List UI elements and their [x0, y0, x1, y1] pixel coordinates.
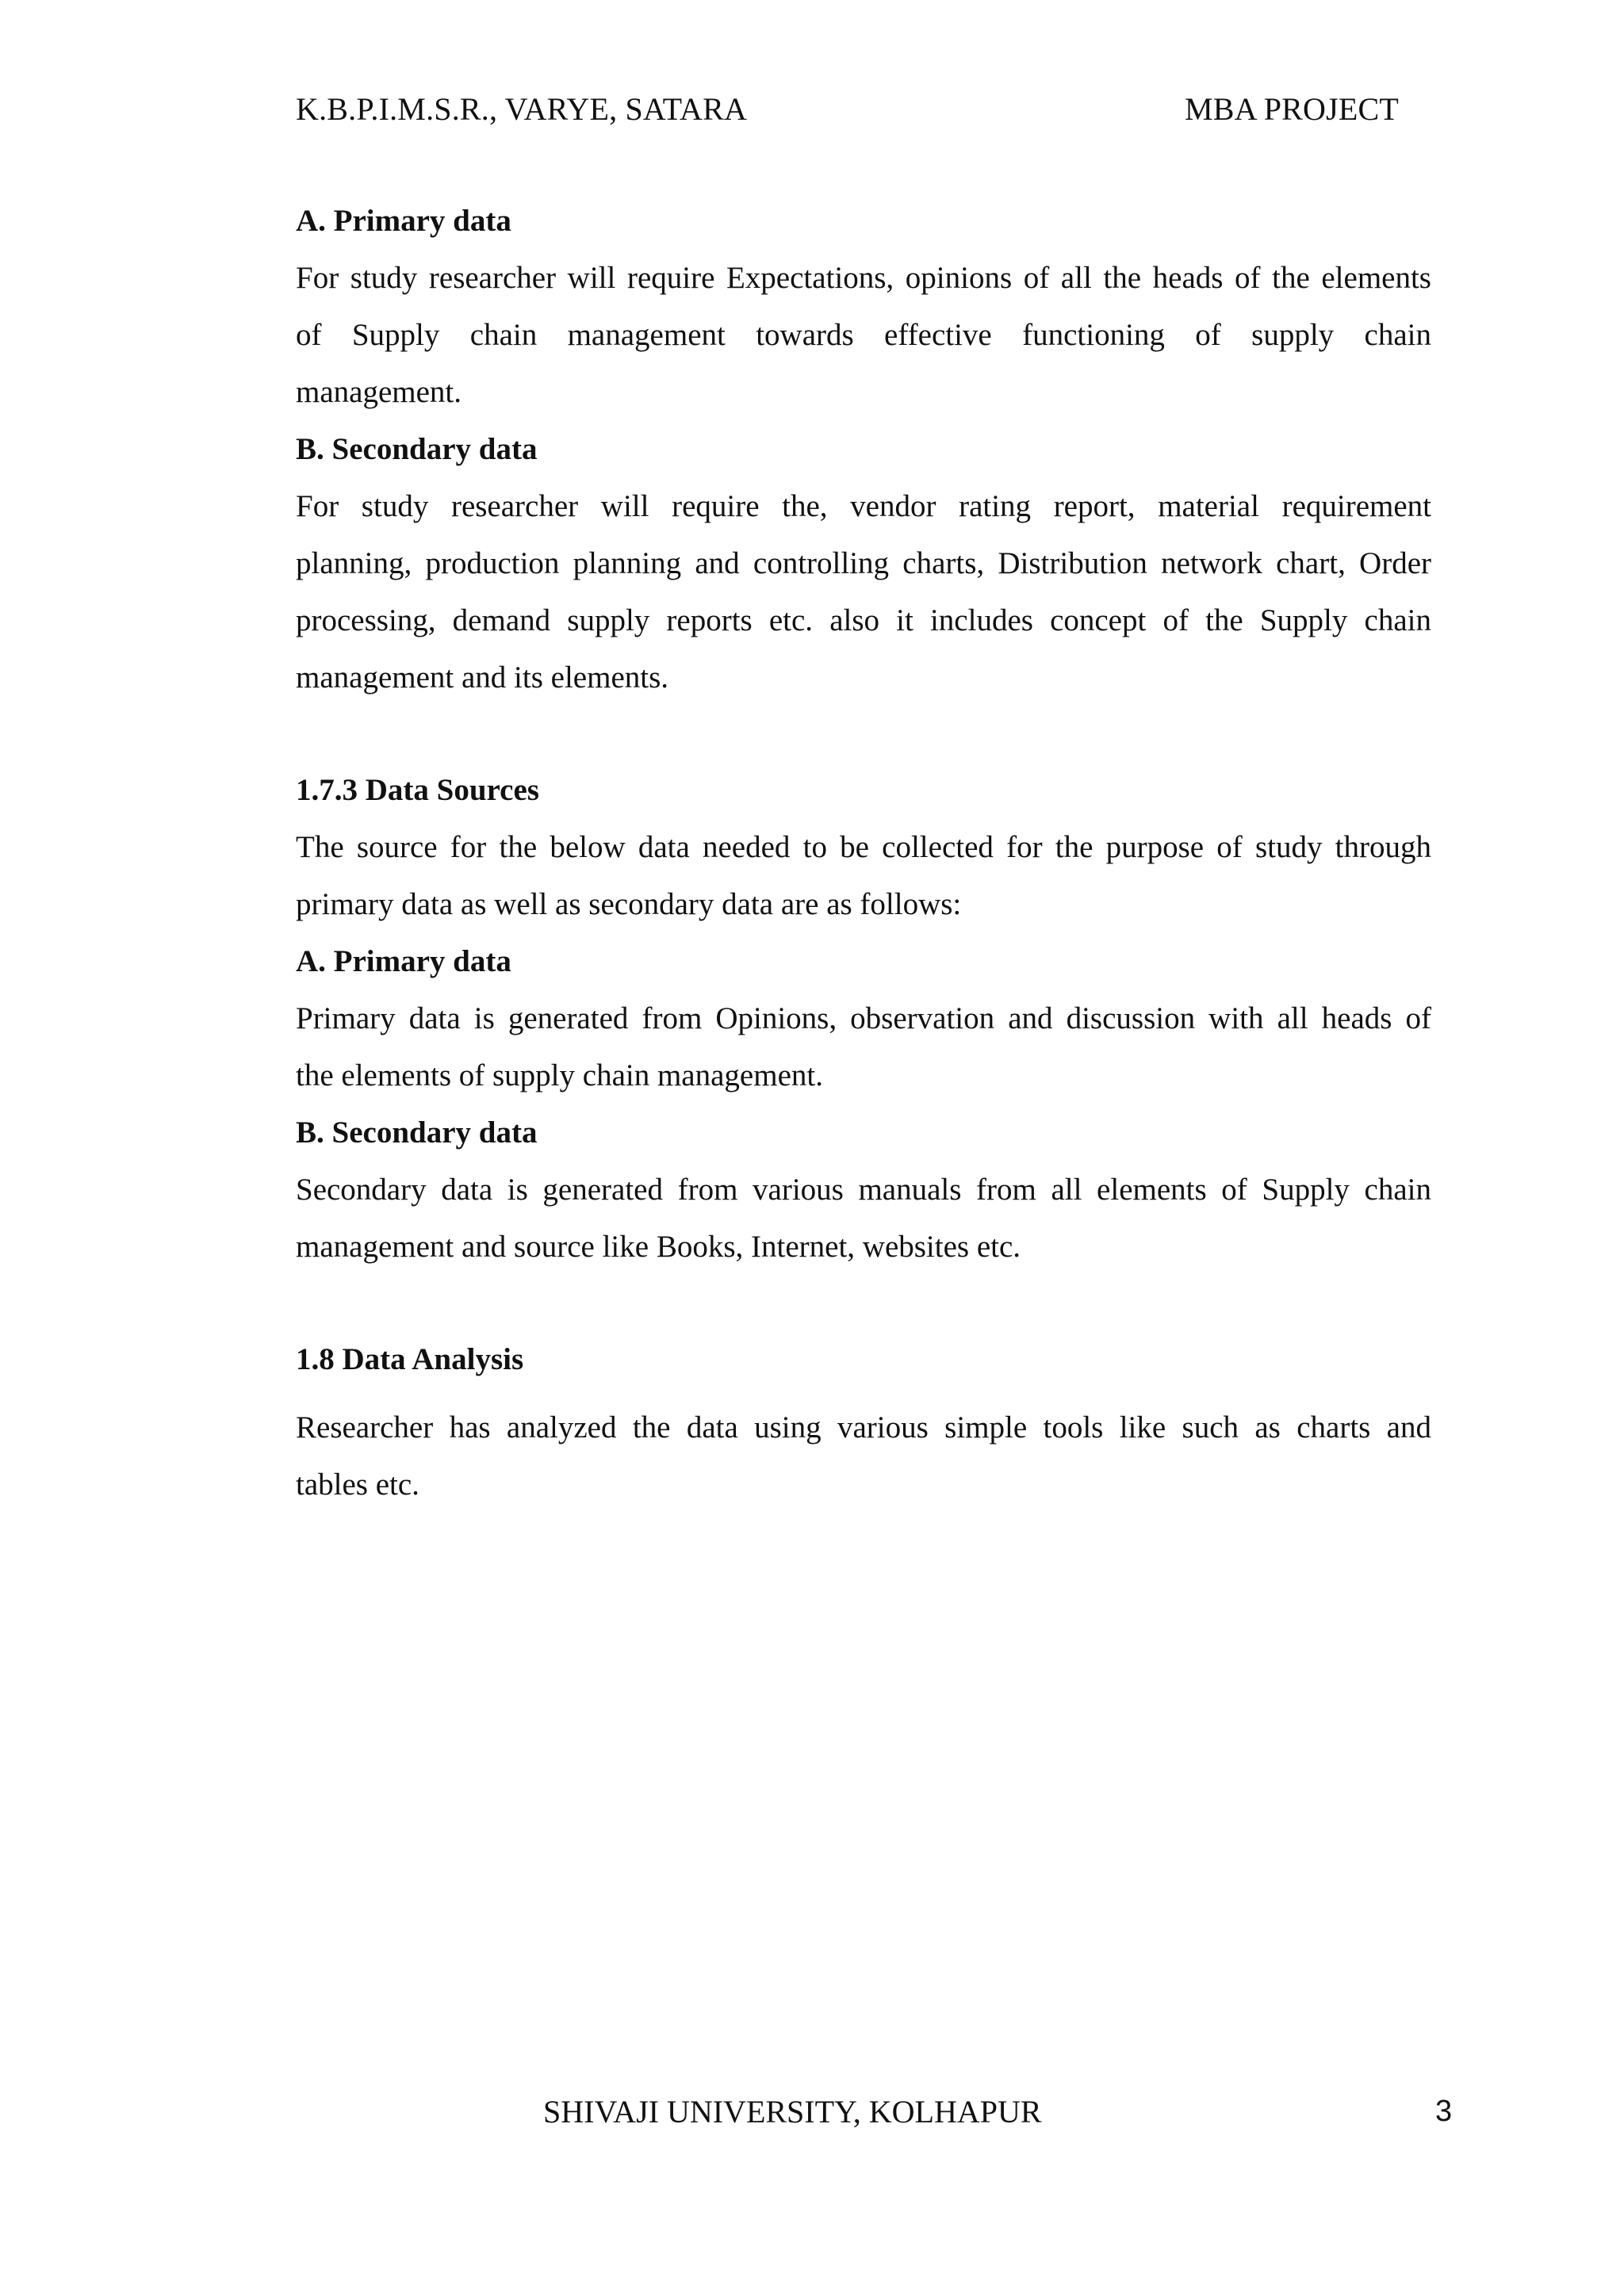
paragraph-line: Researcher has analyzed the data using various simple tools like such as charts and	[296, 1410, 1431, 1445]
primary-data-heading: A. Primary data	[296, 944, 511, 978]
spacer	[296, 706, 1431, 762]
data-analysis-heading: 1.8 Data Analysis	[296, 1342, 524, 1376]
paragraph-line: of Supply chain management towards effective functioning of supply chain	[296, 318, 1431, 352]
paragraph-line: management.	[296, 375, 462, 409]
paragraph-line: the elements of supply chain management.	[296, 1058, 823, 1093]
secondary-data-heading: B. Secondary data	[296, 1115, 538, 1150]
primary-data-heading: A. Primary data	[296, 204, 511, 238]
paragraph-line: Secondary data is generated from various manuals from all elements of Supply chain	[296, 1173, 1431, 1207]
secondary-data-heading: B. Secondary data	[296, 432, 538, 466]
paragraph-line: For study researcher will require the, vendor rating report, material requirement	[296, 489, 1431, 523]
paragraph-line: management and source like Books, Internet, websites etc.	[296, 1230, 1021, 1264]
spacer	[296, 1276, 1431, 1331]
paragraph-line: management and its elements.	[296, 660, 669, 695]
paragraph-line: The source for the below data needed to be collected for the purpose of study through	[296, 830, 1431, 864]
header-institute: K.B.P.I.M.S.R., VARYE, SATARA	[296, 91, 748, 127]
spacer	[296, 1388, 1431, 1399]
paragraph-line: planning, production planning and controlling charts, Distribution network chart, Order	[296, 546, 1431, 580]
page-number: 3	[1435, 2095, 1453, 2128]
header-project: MBA PROJECT	[1185, 91, 1400, 127]
paragraph-line: For study researcher will require Expectations, opinions of all the heads of the elements	[296, 261, 1431, 295]
page-body	[296, 193, 1431, 1513]
paragraph-line: tables etc.	[296, 1468, 419, 1502]
paragraph-line: processing, demand supply reports etc. also it includes concept of the Supply chain	[296, 603, 1431, 637]
data-sources-heading: 1.7.3 Data Sources	[296, 773, 539, 807]
paragraph-line: Primary data is generated from Opinions, observation and discussion with all heads of	[296, 1001, 1431, 1035]
paragraph-line: primary data as well as secondary data are as follows:	[296, 887, 962, 921]
footer-university: SHIVAJI UNIVERSITY, KOLHAPUR	[543, 2094, 1042, 2130]
